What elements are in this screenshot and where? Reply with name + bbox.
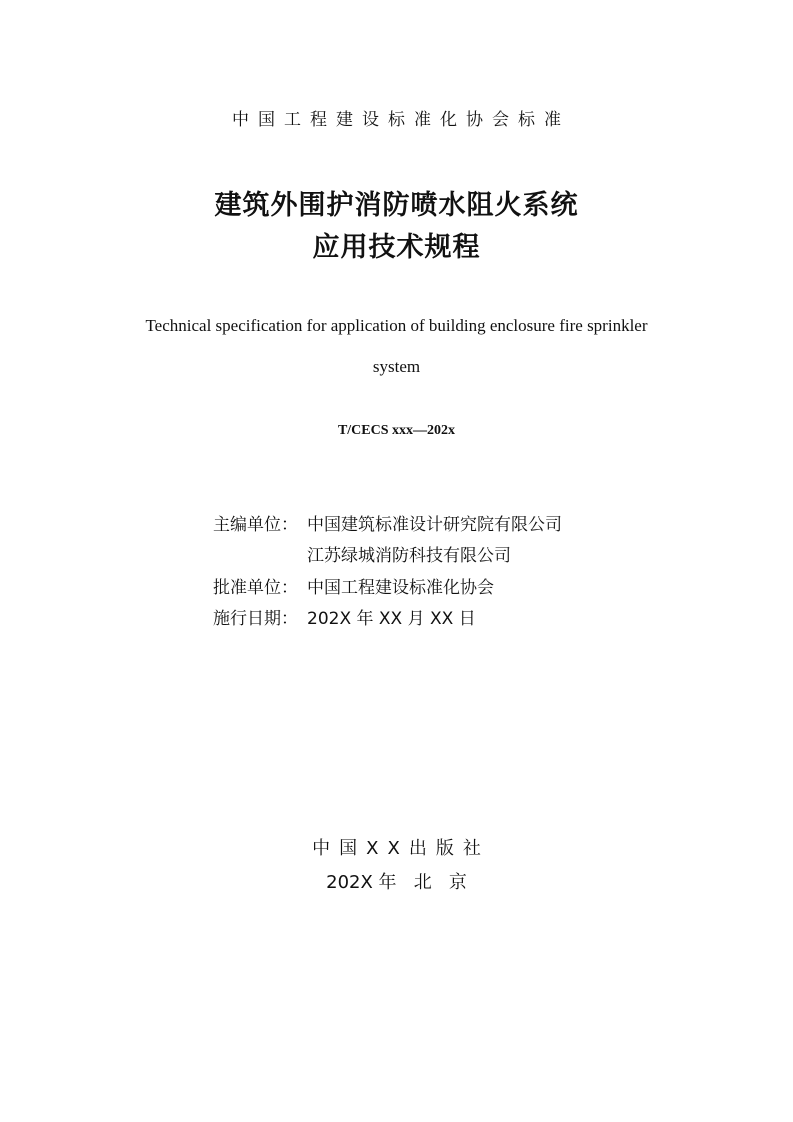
english-title-line-2: system (372, 357, 421, 376)
approver-row (213, 573, 494, 597)
chief-editor-org-1: 中国建筑标准设计研究院有限公司 (307, 515, 562, 535)
chief-editor-label: 主编单位： (213, 515, 298, 535)
standard-number: T/CECS xxx—202x (337, 423, 456, 438)
english-title-line-1: Technical specification for application of building enclosure fire sprinkler (145, 316, 648, 335)
chief-editor-org-2: 江苏绿城消防科技有限公司 (307, 546, 511, 566)
effective-date-value: 202X 年 XX 月 XX 日 (307, 609, 476, 629)
document-title-line-1: 建筑外围护消防喷水阻火系统 (214, 190, 579, 221)
organization-standard-header: 中国工程建设标准化协会标准 (232, 110, 570, 130)
approver-label: 批准单位： (213, 578, 298, 598)
effective-date-row (213, 604, 476, 628)
effective-date-label: 施行日期： (213, 609, 298, 629)
publisher-name: 中国XX出版社 (312, 838, 490, 859)
publication-year-place: 202X 年 北 京 (326, 872, 467, 893)
chief-editor-row (213, 510, 562, 534)
document-title-line-2: 应用技术规程 (312, 232, 481, 263)
chief-editor-row-2 (213, 541, 511, 565)
approver-org: 中国工程建设标准化协会 (307, 578, 494, 598)
